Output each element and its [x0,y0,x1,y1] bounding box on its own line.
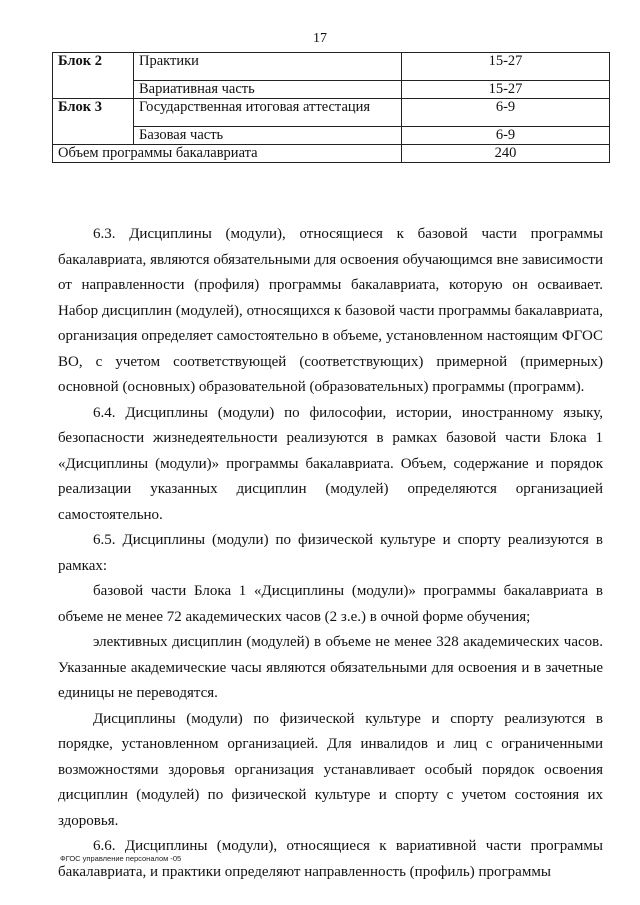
paragraph-6-5: 6.5. Дисциплины (модули) по физической культуре и спорту реализуются в рамках: [58,532,603,574]
block2-name: Практики [134,53,402,81]
block2-sub-value: 15-27 [402,81,610,99]
page-number: 17 [313,31,327,46]
table-row-block3 [53,99,610,127]
total-label: Объем программы бакалавриата [53,145,402,163]
program-structure-table [52,52,610,163]
table-row-block2 [53,53,610,81]
block3-value: 6-9 [402,99,610,127]
paragraph-6-5-basic: базовой части Блока 1 «Дисциплины (модули)» программы бакалавриата в объеме не менее 72 академических часов (2 з.е.) в очной форме обучения; [58,583,603,625]
paragraph-6-5-elective: элективных дисциплин (модулей) в объеме не менее 328 академических часов. Указанные академические часы являются обязательными для освоения и в зачетные единицы не переводятся. [58,634,603,701]
footer-note: ФГОС управление персоналом -05 [60,854,182,863]
table-row-block2-sub [53,81,610,99]
block2-value: 15-27 [402,53,610,81]
paragraph-6-3: 6.3. Дисциплины (модули), относящиеся к базовой части программы бакалавриата, являются обязательными для освоения обучающимся вне зависимости от направленности (профиля) программы бакалавриата, которую он осваивает. Набор дисциплин (модулей), относящихся к базовой части программы бакалавриата, организация определяет самостоятельно в объеме, установленном настоящим ФГОС ВО, с учетом соответствующей (соответствующих) примерной (примерных) основной (основных) образовательной (образовательных) программы (программ). [58,226,603,395]
block2-sub-label: Вариативная часть [134,81,402,99]
paragraph-6-4: 6.4. Дисциплины (модули) по философии, истории, иностранному языку, безопасности жизнедеятельности реализуются в рамках базовой части Блока 1 «Дисциплины (модули)» программы бакалавриата. Объем, содержание и порядок реализации указанных дисциплин (модулей) определяются организацией самостоятельно. [58,404,603,523]
block2-label: Блок 2 [53,53,134,81]
table-row-total [53,145,610,163]
paragraph-6-5-order: Дисциплины (модули) по физической культуре и спорту реализуются в порядке, установленном организацией. Для инвалидов и лиц с ограниченными возможностями здоровья организация устанавливает особый порядок освоения дисциплин (модулей) по физической культуре и спорту с учетом состояния их здоровья. [58,710,603,829]
paragraph-6-6: 6.6. Дисциплины (модули), относящиеся к вариативной части программы бакалавриата, и практики определяют направленность (профиль) программы [58,838,603,880]
block3-name: Государственная итоговая аттестация [134,99,402,127]
total-value: 240 [402,145,610,163]
block3-label: Блок 3 [53,99,134,127]
table-row-block3-sub [53,127,610,145]
block3-sub-value: 6-9 [402,127,610,145]
block3-sub-label: Базовая часть [134,127,402,145]
document-body [58,222,603,885]
